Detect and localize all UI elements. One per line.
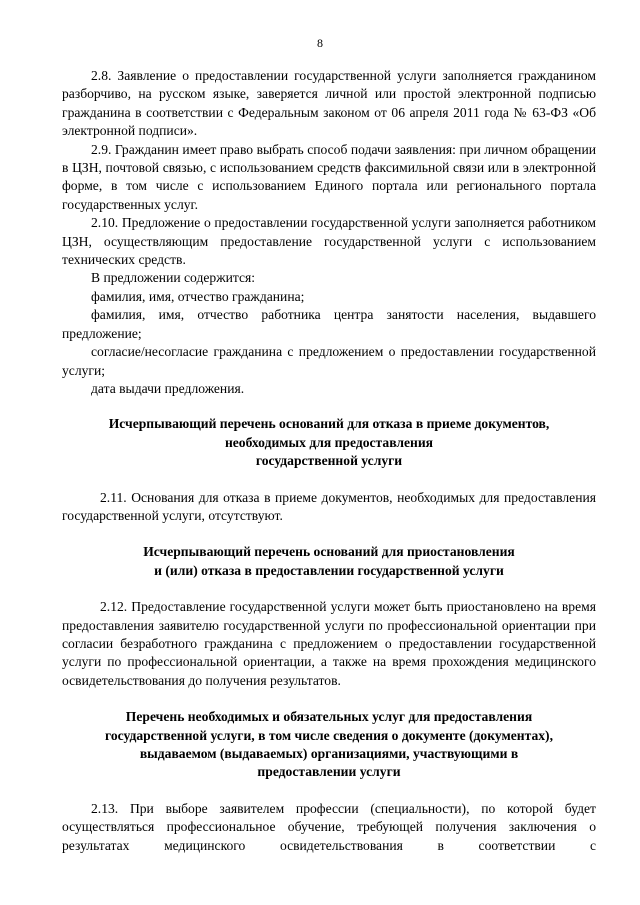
heading-line: Исчерпывающий перечень оснований для отказа в приеме документов, <box>108 416 550 432</box>
heading-line: Перечень необходимых и обязательных услуг для предоставления <box>125 709 533 725</box>
heading-line: необходимых для предоставления <box>224 434 434 450</box>
section-heading-required-services <box>62 708 596 782</box>
heading-line: государственной услуги <box>255 453 403 469</box>
paragraph-2-13: 2.13. При выборе заявителем профессии (специальности), по которой будет осуществляться профессиональное обучение, требующей получения заключения о результатах медицинского освидетельствования в соответствии с <box>62 800 596 853</box>
heading-line: предоставлении услуги <box>257 764 401 780</box>
heading-line: выдаваемом (выдаваемых) организациями, участвующими в <box>139 746 519 761</box>
section-heading-suspension <box>62 543 596 580</box>
list-item: дата выдачи предложения. <box>91 380 245 396</box>
paragraph-2-11: 2.11. Основания для отказа в приеме документов, необходимых для предоставления государственной услуги, отсутствуют. <box>62 489 596 523</box>
section-heading-refusal <box>62 415 596 470</box>
heading-line: и (или) отказа в предоставлении государственной услуги <box>154 562 504 578</box>
list-intro: В предложении содержится: <box>91 270 256 286</box>
list-item: согласие/несогласие гражданина с предложением о предоставлении государственной услуги; <box>62 344 596 378</box>
paragraph-2-9: 2.9. Гражданин имеет право выбрать способ подачи заявления: при личном обращении в ЦЗН, почтовой связью, с использованием средств факсимильной связи или в электронной форме, в том числе с использованием Единого портала или регионального портала государственных услуг. <box>62 141 596 212</box>
paragraph-2-8: 2.8. Заявление о предоставлении государственной услуги заполняется гражданином разборчиво, на русском языке, заверяется личной или простой электронной подписью гражданина в соответствии с Федеральным законом от 06 апреля 2011 года № 63-ФЗ «Об электронной подписи». <box>62 68 596 139</box>
list-item: фамилия, имя, отчество гражданина; <box>91 288 305 304</box>
heading-line: Исчерпывающий перечень оснований для приостановления <box>143 544 515 560</box>
paragraph-2-10: 2.10. Предложение о предоставлении государственной услуги заполняется работником ЦЗН, осуществляющим предоставление государственной услуги с использованием технических средств. <box>62 215 596 268</box>
page-number: 8 <box>317 36 323 50</box>
list-item: фамилия, имя, отчество работника центра занятости населения, выдавшего предложение; <box>62 307 596 341</box>
heading-line: государственной услуги, в том числе сведения о документе (документах), <box>105 727 553 743</box>
paragraph-2-12: 2.12. Предоставление государственной услуги может быть приостановлено на время предоставления заявителю государственной услуги по профессиональной ориентации при согласии безработного гражданина с предложением о предоставлении государственной услуги по профессиональной ориентации, а также на время прохождения медицинского освидетельствования до получения результатов. <box>62 599 596 688</box>
document-body <box>62 0 596 855</box>
